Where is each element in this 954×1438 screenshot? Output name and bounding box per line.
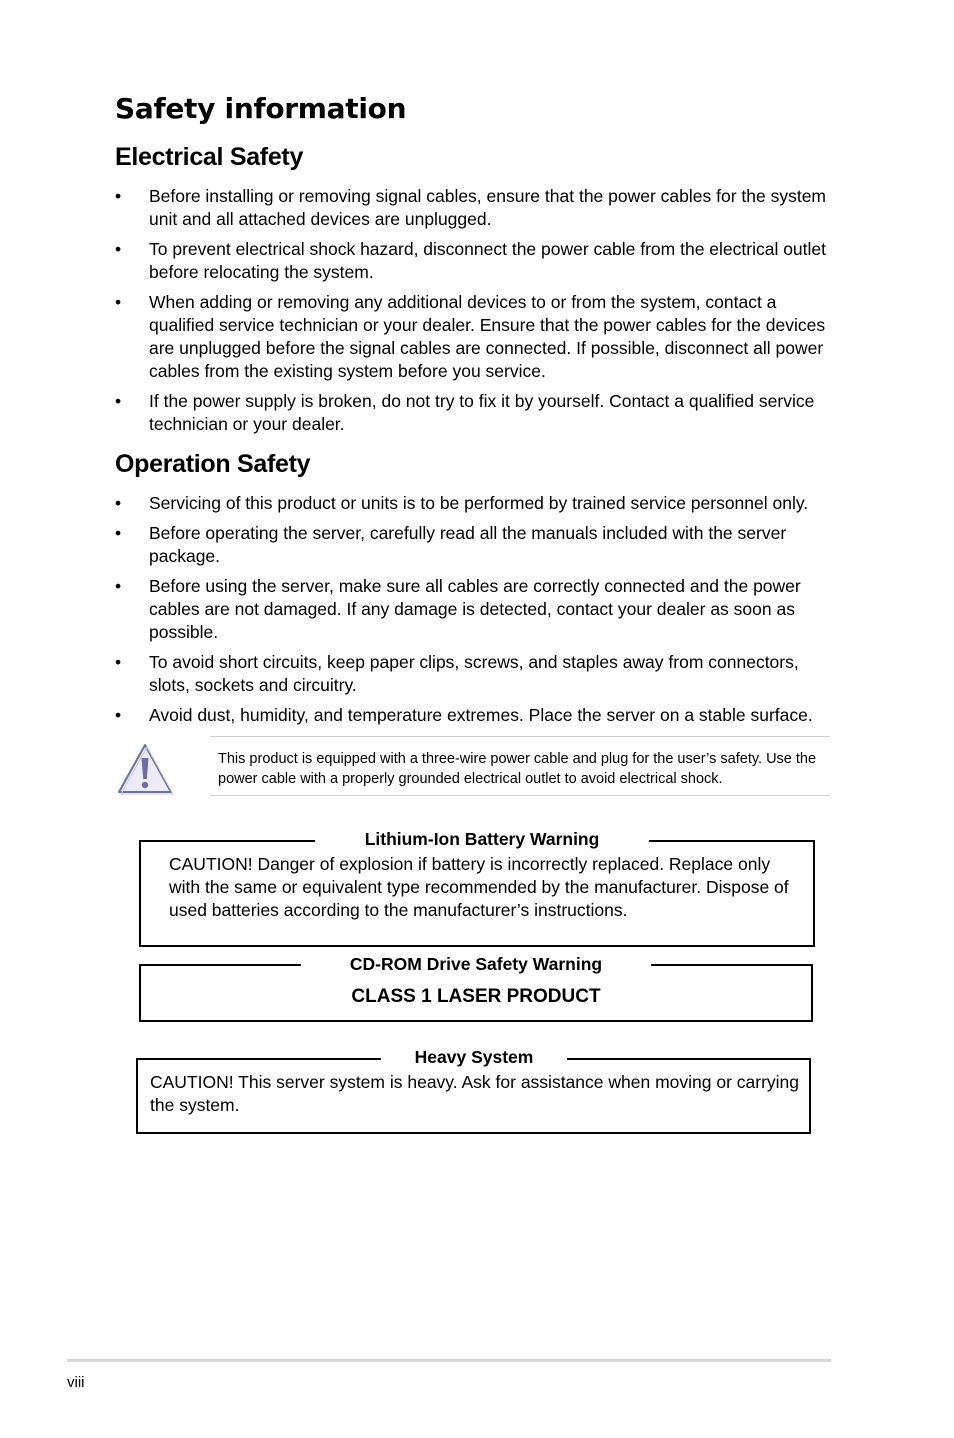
operation-safety-list bbox=[115, 492, 830, 734]
list-item: • When adding or removing any additional devices to or from the system, contact a qualified service technician or your dealer. Ensure that the power cables for the devices are unplugged before the signal cables are connected. If possible, disconnect all power cables from the existing system before you service. bbox=[115, 292, 826, 381]
list-item: • Before installing or removing signal cables, ensure that the power cables for the system unit and all attached devices are unplugged. bbox=[115, 186, 827, 229]
electrical-safety-heading: Electrical Safety bbox=[115, 143, 304, 171]
list-item: • If the power supply is broken, do not try to fix it by yourself. Contact a qualified service technician or your dealer. bbox=[115, 391, 815, 434]
battery-warning-title: Lithium-Ion Battery Warning bbox=[315, 828, 649, 850]
heavy-system-box bbox=[136, 1058, 811, 1134]
list-item: • Before operating the server, carefully read all the manuals included with the server package. bbox=[115, 523, 787, 566]
warning-icon bbox=[116, 742, 174, 796]
cdrom-warning-title: CD-ROM Drive Safety Warning bbox=[301, 953, 651, 975]
list-item: • To prevent electrical shock hazard, disconnect the power cable from the electrical outlet before relocating the system. bbox=[115, 239, 827, 282]
list-item: • Servicing of this product or units is to be performed by trained service personnel only. bbox=[115, 493, 809, 513]
page-title: Safety information bbox=[115, 92, 407, 125]
list-item: • To avoid short circuits, keep paper clips, screws, and staples away from connectors, slots, sockets and circuitry. bbox=[115, 652, 799, 695]
list-item: • Before using the server, make sure all cables are correctly connected and the power cables are not damaged. If any damage is detected, contact your dealer as soon as possible. bbox=[115, 576, 801, 642]
cdrom-warning-text: CLASS 1 LASER PRODUCT bbox=[351, 986, 601, 1007]
operation-safety-heading: Operation Safety bbox=[115, 450, 311, 478]
battery-warning-box bbox=[139, 840, 815, 947]
heavy-system-title: Heavy System bbox=[381, 1046, 567, 1068]
safety-notice bbox=[210, 736, 830, 796]
electrical-safety-list bbox=[115, 185, 830, 443]
heavy-system-text: CAUTION! This server system is heavy. Ask for assistance when moving or carrying the system. bbox=[150, 1072, 800, 1115]
safety-notice-text: This product is equipped with a three-wire power cable and plug for the user’s safety. Use the power cable with a properly grounded electrical outlet to avoid electrical shock. bbox=[218, 751, 817, 787]
battery-warning-text: CAUTION! Danger of explosion if battery is incorrectly replaced. Replace only with the same or equivalent type recommended by the manufacturer. Dispose of used batteries according to the manufacturer’s instructions. bbox=[169, 854, 789, 920]
page-number: viii bbox=[67, 1374, 85, 1391]
list-item: • Avoid dust, humidity, and temperature extremes. Place the server on a stable surface. bbox=[115, 705, 813, 725]
footer-divider bbox=[67, 1359, 831, 1362]
